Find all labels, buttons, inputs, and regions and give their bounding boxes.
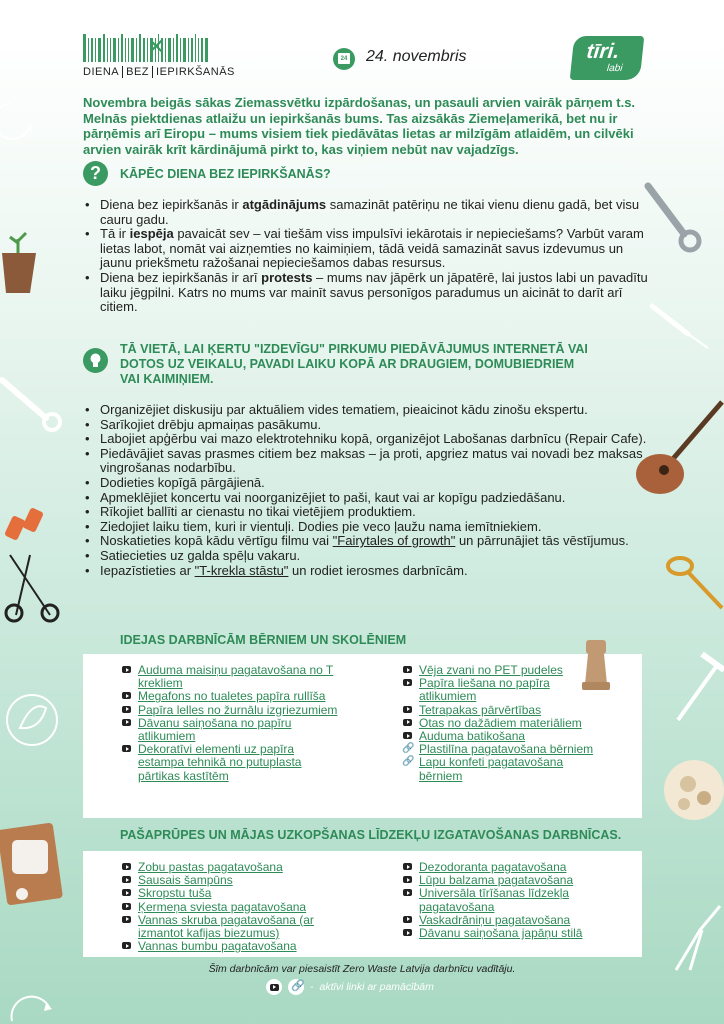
- youtube-icon: [122, 745, 131, 752]
- youtube-icon: [122, 863, 131, 870]
- why-heading: KĀPĒC DIENA BEZ IEPIRKŠANĀS?: [120, 167, 331, 181]
- barcode-bar: [183, 38, 186, 62]
- bullet-item: [83, 447, 648, 476]
- tutorial-link-text[interactable]: Lūpu balzama pagatavošana: [419, 873, 574, 888]
- barcode-bar: [121, 34, 123, 62]
- lightbulb-icon: [83, 348, 108, 373]
- youtube-icon: [403, 916, 412, 923]
- barcode-bar: [128, 38, 129, 62]
- tutorial-link[interactable]: [401, 887, 601, 913]
- link-icon: 🔗: [402, 743, 415, 755]
- chess-piece-icon: [576, 636, 616, 692]
- calendar-icon: [333, 48, 355, 70]
- bullet-item: [83, 534, 648, 549]
- activities-list: [83, 403, 648, 578]
- tutorial-link-text[interactable]: Sausais šampūns: [138, 873, 233, 888]
- event-logo: [83, 34, 235, 84]
- barcode-bar: [95, 38, 96, 62]
- barcode-bar: [191, 38, 193, 62]
- barcode-bar: [107, 38, 108, 62]
- instead-heading: TĀ VIETĀ, LAI ĶERTU "IZDEVĪGU" PIRKUMU PIEDĀVĀJUMUS INTERNETĀ VAI DOTOS UZ VEIKALU, PAVADI LAIKU KOPĀ AR DRAUGIEM, DOMUBIEDRIEM VAI KAIMIŅIEM.: [120, 342, 588, 386]
- tutorial-link-text[interactable]: Auduma maisiņu pagatavošana no T krekliem: [138, 663, 334, 691]
- bullet-text: Labojiet apģērbu vai mazo elektrotehniku kopā, organizējot Labošanas darbnīcu (Repair Cafe).: [100, 431, 647, 447]
- bullet-item: [83, 520, 648, 535]
- recycle-arrows-icon: [6, 985, 56, 1024]
- bullet-item: [83, 564, 648, 579]
- barcode-bar: [83, 34, 86, 62]
- tutorial-link-text[interactable]: Ķermeņa sviesta pagatavošana: [138, 899, 307, 914]
- bullet-item: [83, 549, 648, 564]
- bullet-text: Tā ir: [100, 226, 130, 242]
- youtube-icon: [403, 706, 412, 713]
- spanner-icon: [0, 372, 64, 432]
- bullet-text: samazināt patēriņu ne tikai vienu dienu gadā, bet visu cauru gadu.: [100, 197, 640, 227]
- barcode-bar: [180, 38, 181, 62]
- selfcare-heading: PAŠAPRŪPES UN MĀJAS UZKOPŠANAS LĪDZEKĻU IZGATAVOŠANAS DARBNĪCAS.: [120, 828, 622, 842]
- youtube-icon: [403, 679, 412, 686]
- barcode-bar: [195, 34, 196, 62]
- question-icon: ?: [83, 161, 108, 186]
- logo-word: IEPIRKŠANĀS: [156, 66, 235, 78]
- youtube-icon: [122, 692, 131, 699]
- barcode-bar: [205, 38, 208, 62]
- bullet-text: Organizējiet diskusiju par aktuāliem vides tematiem, pieaicinot kādu zinošu ekspertu.: [100, 402, 588, 417]
- bullet-text: Ziedojiet laiku tiem, kuri ir vientuļi. Dodies pie veco ļaužu nama iemītniekiem.: [100, 518, 542, 534]
- bullet-item: [83, 403, 648, 418]
- tutorial-link[interactable]: [401, 927, 601, 940]
- bullet-text: Noskatieties kopā kādu vērtīgu filmu vai: [100, 533, 333, 549]
- youtube-icon: [122, 916, 131, 923]
- bullet-item: [83, 418, 648, 433]
- tutorial-link-text[interactable]: Universāla tīrīšanas līdzekļa pagatavošana: [419, 886, 570, 914]
- logo-word: DIENA: [83, 66, 123, 78]
- youtube-icon: [122, 903, 131, 910]
- youtube-legend-icon: [266, 979, 282, 995]
- barcode-bar: [131, 38, 134, 62]
- dumbbells-icon: [0, 495, 64, 625]
- selfcare-list-left: [120, 861, 340, 953]
- bullet-text: Dodieties kopīgā pārgājienā.: [100, 474, 265, 490]
- youtube-icon: [403, 876, 412, 883]
- tutorial-link[interactable]: [401, 756, 601, 782]
- bullet-link[interactable]: "Fairytales of growth": [332, 533, 456, 549]
- tutorial-link-text[interactable]: Vannas bumbu pagatavošana: [138, 939, 297, 954]
- tutorial-link[interactable]: [120, 940, 340, 953]
- youtube-icon: [122, 889, 131, 896]
- tutorial-link-text[interactable]: Dāvanu saiņošana no papīru atlikumiem: [138, 715, 292, 744]
- selfcare-workshops-box: [83, 851, 642, 957]
- ukulele-icon: [628, 398, 724, 502]
- tutorial-link-text[interactable]: Megafons no tualetes papīra rullīša: [138, 689, 326, 704]
- soap-tray-icon: [0, 818, 64, 908]
- screwdriver-icon: [648, 300, 712, 352]
- kids-list-left: [120, 664, 340, 783]
- barcode-bar: [113, 38, 116, 62]
- bullet-text: Piedāvājiet savas prasmes citiem bez maksas – ja proti, apgriez matus vai novadi bez maksas vingrošanas nodarbību.: [100, 445, 643, 476]
- kids-heading: IDEJAS DARBNĪCĀM BĒRNIEM UN SKOLĒNIEM: [120, 633, 407, 647]
- tutorial-link-text[interactable]: Auduma batikošana: [419, 729, 526, 744]
- brand-logo: [570, 36, 645, 80]
- barcode-bar: [118, 38, 119, 62]
- plant-pot-icon: [0, 215, 44, 295]
- tutorial-link[interactable]: [120, 914, 340, 940]
- youtube-icon: [122, 719, 131, 726]
- selfcare-list-right: [401, 861, 601, 940]
- hammer-icon: [668, 650, 724, 730]
- youtube-icon: [403, 732, 412, 739]
- barcode-bar: [173, 38, 174, 62]
- brand-name: tīri.: [585, 40, 621, 63]
- youtube-icon: [403, 666, 412, 673]
- barcode-bar: [168, 38, 171, 62]
- bullet-text: Diena bez iepirkšanās ir arī: [100, 269, 262, 285]
- event-date: 24. novembris: [366, 48, 467, 65]
- leaf-circle-icon: [2, 690, 62, 750]
- youtube-icon: [403, 889, 412, 896]
- barcode-bar: [176, 34, 178, 62]
- tutorial-link[interactable]: [120, 743, 340, 783]
- barcode-bar: [143, 38, 145, 62]
- bullet-emphasis: iespēja: [129, 226, 174, 242]
- legend-text: aktīvi linki ar pamācībām: [319, 981, 434, 993]
- bullet-text: Sarīkojiet drēbju apmaiņas pasākumu.: [100, 416, 322, 432]
- tutorial-link-text[interactable]: Papīra lelles no žurnālu izgriezumiem: [138, 702, 338, 717]
- bullet-text: Diena bez iepirkšanās ir: [100, 197, 243, 212]
- tutorial-link-text[interactable]: Lapu konfeti pagatavošana bērniem: [419, 755, 564, 783]
- barcode-bar: [103, 34, 105, 62]
- bullet-item: [83, 432, 648, 447]
- tutorial-link[interactable]: [401, 677, 601, 703]
- tutorial-link-text[interactable]: Vaskadrāniņu pagatavošana: [419, 912, 571, 927]
- bullet-emphasis: protests: [261, 269, 313, 285]
- tutorial-link-text[interactable]: Papīra liešana no papīra atlikumiem: [419, 676, 550, 704]
- why-list: [83, 198, 648, 315]
- barcode-bar: [98, 38, 101, 62]
- bullet-link[interactable]: "T-krekla stāstu": [194, 562, 289, 578]
- bullet-item: [83, 227, 648, 271]
- pliers-icon: [670, 900, 724, 974]
- tutorial-link-text[interactable]: Plastilīna pagatavošana bērniem: [419, 742, 594, 757]
- bullet-item: [83, 491, 648, 506]
- logo-text: [83, 66, 235, 78]
- buttons-dish-icon: [658, 748, 724, 828]
- barcode-graphic: [83, 34, 231, 62]
- tutorial-link[interactable]: [120, 717, 340, 743]
- barcode-bar: [88, 38, 89, 62]
- footer-note: Šīm darbnīcām var piesaistīt Zero Waste Latvija darbnīcu vadītāju.: [208, 963, 516, 975]
- tutorial-link[interactable]: [120, 664, 340, 690]
- tutorial-link-text[interactable]: Tetrapakas pārvērtības: [419, 702, 542, 717]
- kids-workshops-box: [83, 654, 642, 818]
- bullet-emphasis: atgādinājums: [242, 197, 327, 212]
- bullet-text: – mums nav jāpērk un jāpatērē, lai justos labi un pavadītu laiku jēgpilni. Katrs no mums var mainīt savus personīgos paradumus un aicināt to darīt arī citiem.: [100, 269, 648, 315]
- youtube-icon: [122, 666, 131, 673]
- barcode-bar: [136, 38, 137, 62]
- wrench-icon: [640, 178, 706, 253]
- barcode-bar: [125, 38, 126, 62]
- tutorial-link-text[interactable]: Dezodoranta pagatavošana: [419, 860, 567, 874]
- barcode-bar: [139, 34, 141, 62]
- youtube-icon: [122, 876, 131, 883]
- bullet-item: [83, 271, 648, 315]
- barcode-bar: [198, 38, 199, 62]
- intro-paragraph: Novembra beigās sākas Ziemassvētku izpārdošanas, un pasauli arvien vairāk pārņem t.s. Melnās piektdienas atlaižu un iepirkšanās bums. Tas aizsākās Ziemeļamerikā, bet nu ir pārņēmis arī Eiropu – mums visiem tiek piedāvātas lietas ar milzīgām atlaidēm, un cilvēki arvien vairāk krīt kārdinājumā pirkt to, kas viņiem nebūt nav vajadzīgs.: [83, 95, 636, 157]
- barcode-bar: [188, 38, 189, 62]
- bullet-item: [83, 505, 648, 520]
- brand-subtitle: labi: [606, 63, 624, 74]
- tutorial-link-text[interactable]: Otas no dažādiem materiāliem: [419, 715, 582, 730]
- tutorial-link-text[interactable]: Dāvanu saiņošana japāņu stilā: [419, 926, 583, 941]
- barcode-bar: [91, 38, 93, 62]
- youtube-icon: [403, 863, 412, 870]
- barcode-bar: [110, 38, 111, 62]
- scissors-icon: [664, 548, 724, 612]
- logo-word: BEZ: [123, 66, 153, 78]
- link-legend-icon: 🔗: [288, 979, 304, 995]
- tutorial-link-text[interactable]: Vannas skruba pagatavošana (ar izmantot kafijas biezumus): [138, 912, 314, 941]
- bullet-text: Iepazīstieties ar: [100, 562, 195, 578]
- bullet-text: un rodiet ierosmes darbnīcām.: [288, 562, 468, 578]
- bullet-text: un pārrunājiet tās vēstījumus.: [455, 533, 629, 549]
- recycle-arrows-icon: [0, 95, 40, 140]
- barcode-bar: [201, 38, 203, 62]
- bullet-text: Rīkojiet ballīti ar cienastu no tikai vietējiem produktiem.: [100, 504, 416, 520]
- bullet-item: [83, 476, 648, 491]
- tutorial-link-text[interactable]: Vēja zvani no PET pudeles: [419, 663, 563, 677]
- link-icon: 🔗: [402, 756, 415, 768]
- youtube-icon: [122, 942, 131, 949]
- tutorial-link-text[interactable]: Dekoratīvi elementi uz papīra estampa tehnikā no putuplasta pārtikas kastītēm: [138, 742, 302, 783]
- legend-separator: -: [310, 981, 314, 993]
- tutorial-link-text[interactable]: Zobu pastas pagatavošana: [138, 860, 283, 874]
- bullet-item: [83, 198, 648, 227]
- bullet-text: Apmeklējiet koncertu vai noorganizējiet to paši, kaut vai ar kopīgu padziedāšanu.: [100, 489, 566, 505]
- cross-mark-icon: ✕: [147, 34, 166, 59]
- youtube-icon: [403, 929, 412, 936]
- link-legend: [266, 979, 434, 995]
- youtube-icon: [122, 706, 131, 713]
- youtube-icon: [403, 719, 412, 726]
- kids-list-right: [401, 664, 601, 783]
- tutorial-link-text[interactable]: Skropstu tuša: [138, 886, 212, 901]
- bullet-text: Satiecieties uz galda spēļu vakaru.: [100, 547, 301, 563]
- bullet-text: pavaicāt sev – vai tiešām viss impulsīvi iekārotais ir nepieciešams? Varbūt varam lietas labot, nomāt vai aizņemties no kaimiņiem, tādā veidā samazināt savus izdevumus un jaunu priekšmetu ražošanai nepieciešamos dabas resursus.: [100, 226, 644, 271]
- calendar-day: 24: [338, 53, 350, 64]
